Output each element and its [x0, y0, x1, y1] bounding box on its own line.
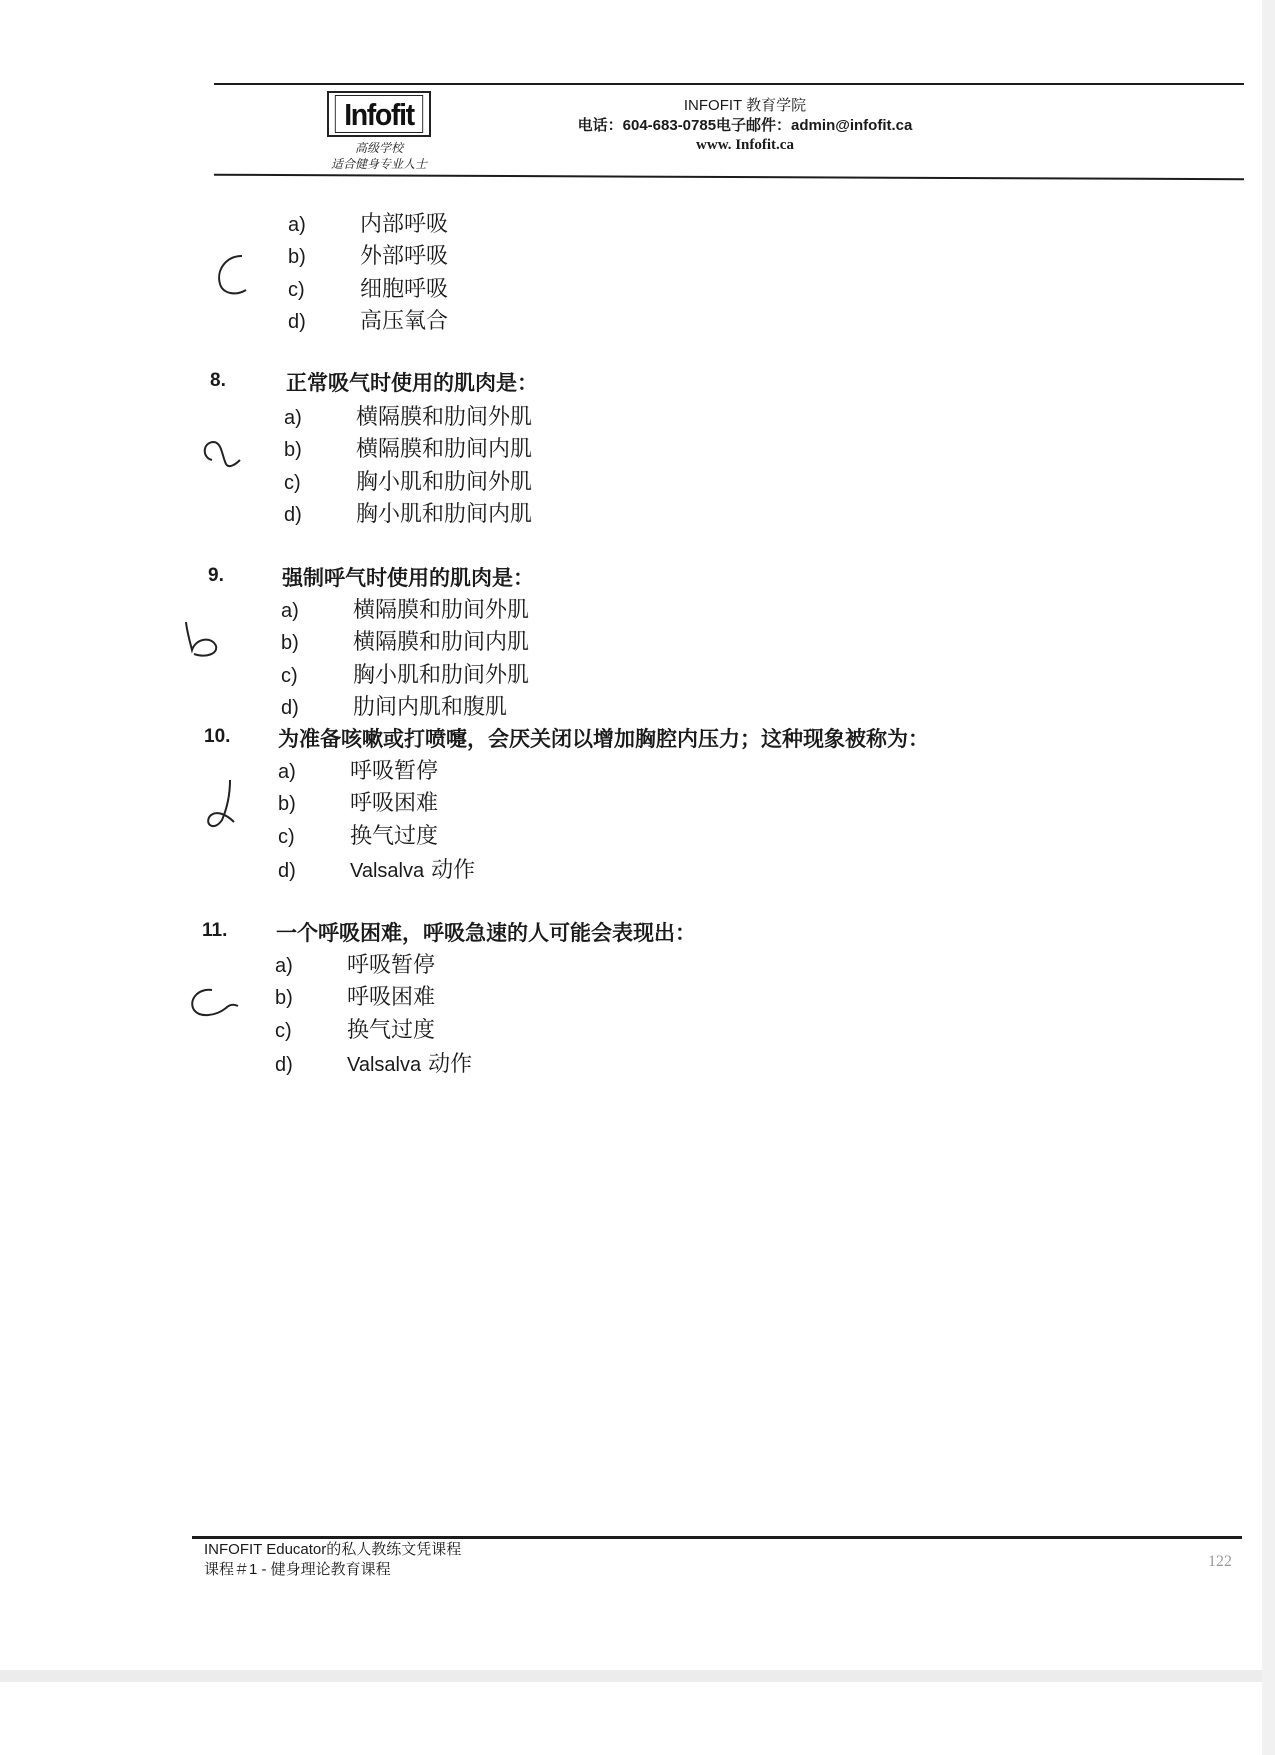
option-letter: a) [288, 214, 306, 236]
option-letter: b) [275, 987, 293, 1009]
option-letter: d) [281, 697, 299, 719]
option-text: 胸小肌和肋间外肌 [356, 470, 533, 495]
header-contact-block [500, 96, 990, 155]
option-letter: d) [278, 860, 296, 882]
scan-right-shadow [1262, 0, 1275, 1755]
header-bottom-rule [214, 174, 1244, 180]
question-text: 一个呼吸困难，呼吸急速的人可能会表现出： [276, 920, 696, 945]
option-text: 换气过度 [350, 824, 439, 849]
option-letter: d) [284, 504, 302, 526]
option-text [350, 856, 475, 886]
question-number: 9. [208, 565, 224, 586]
header-top-rule [214, 83, 1244, 85]
question-number: 10. [204, 726, 231, 747]
logo-wordmark: Infofit [335, 95, 423, 133]
option-letter: c) [278, 826, 295, 848]
option-letter: d) [275, 1054, 293, 1076]
option-text-suffix: 动作 [424, 858, 476, 883]
handwritten-answer-q8 [200, 434, 244, 470]
option-letter: b) [281, 632, 299, 654]
page-number: 122 [1208, 1553, 1232, 1570]
institution-logo [322, 91, 436, 172]
option-text-latin: Valsalva [347, 1054, 422, 1076]
option-text: 外部呼吸 [360, 244, 449, 269]
option-letter: b) [284, 439, 302, 461]
option-letter: c) [275, 1020, 292, 1042]
footer-text [204, 1540, 461, 1580]
header-institution-name: INFOFIT 教育学院 [683, 97, 807, 114]
option-text: 呼吸困难 [350, 791, 439, 816]
option-letter: a) [284, 407, 302, 429]
header-phone-email: 电话：604-683-0785电子邮件：admin@infofit.ca [577, 117, 913, 134]
footer-rule [192, 1536, 1242, 1539]
option-text: 呼吸暂停 [347, 953, 436, 978]
option-text: 横隔膜和肋间外肌 [353, 598, 530, 623]
option-letter: d) [288, 311, 306, 333]
option-text: 内部呼吸 [360, 212, 449, 237]
option-text: 呼吸暂停 [350, 759, 439, 784]
handwritten-answer-q10 [200, 778, 244, 836]
option-text: 胸小肌和肋间内肌 [356, 502, 533, 527]
scan-bottom-shadow [0, 1670, 1275, 1682]
question-number: 11. [202, 920, 228, 941]
option-text: 胸小肌和肋间外肌 [353, 663, 530, 688]
handwritten-answer-q11 [186, 984, 242, 1024]
option-text-latin: Valsalva [350, 860, 425, 882]
option-letter: a) [281, 600, 299, 622]
option-text: 呼吸困难 [347, 985, 436, 1010]
question-number: 8. [210, 370, 226, 391]
option-letter: c) [281, 665, 298, 687]
question-text: 正常吸气时使用的肌肉是： [286, 370, 538, 395]
option-text-suffix: 动作 [421, 1052, 473, 1077]
option-text: 肋间内肌和腹肌 [353, 695, 508, 720]
footer-course-title: INFOFIT Educator的私人教练文凭课程 [204, 1541, 462, 1558]
option-letter: c) [288, 279, 305, 301]
handwritten-answer-q9 [178, 618, 226, 662]
footer-course-subtitle: 课程＃1 - 健身理论教育课程 [204, 1561, 391, 1578]
option-text [347, 1050, 472, 1080]
option-letter: b) [288, 246, 306, 268]
header-website: www. Infofit.ca [696, 137, 794, 153]
option-letter: a) [278, 761, 296, 783]
handwritten-answer-q7 [212, 252, 258, 300]
option-letter: c) [284, 472, 301, 494]
option-text: 高压氧合 [360, 309, 449, 334]
logo-subtitle-1: 高级学校 [354, 141, 403, 155]
logo-frame [327, 91, 431, 137]
option-text: 细胞呼吸 [360, 277, 449, 302]
option-text: 横隔膜和肋间内肌 [353, 630, 530, 655]
logo-subtitle-2: 适合健身专业人士 [330, 157, 427, 171]
option-text: 横隔膜和肋间内肌 [356, 437, 533, 462]
option-text: 换气过度 [347, 1018, 436, 1043]
option-text: 横隔膜和肋间外肌 [356, 405, 533, 430]
option-letter: a) [275, 955, 293, 977]
question-text: 为准备咳嗽或打喷嚏，会厌关闭以增加胸腔内压力；这种现象被称为： [278, 726, 929, 751]
option-letter: b) [278, 793, 296, 815]
question-text: 强制呼气时使用的肌肉是： [282, 565, 534, 590]
